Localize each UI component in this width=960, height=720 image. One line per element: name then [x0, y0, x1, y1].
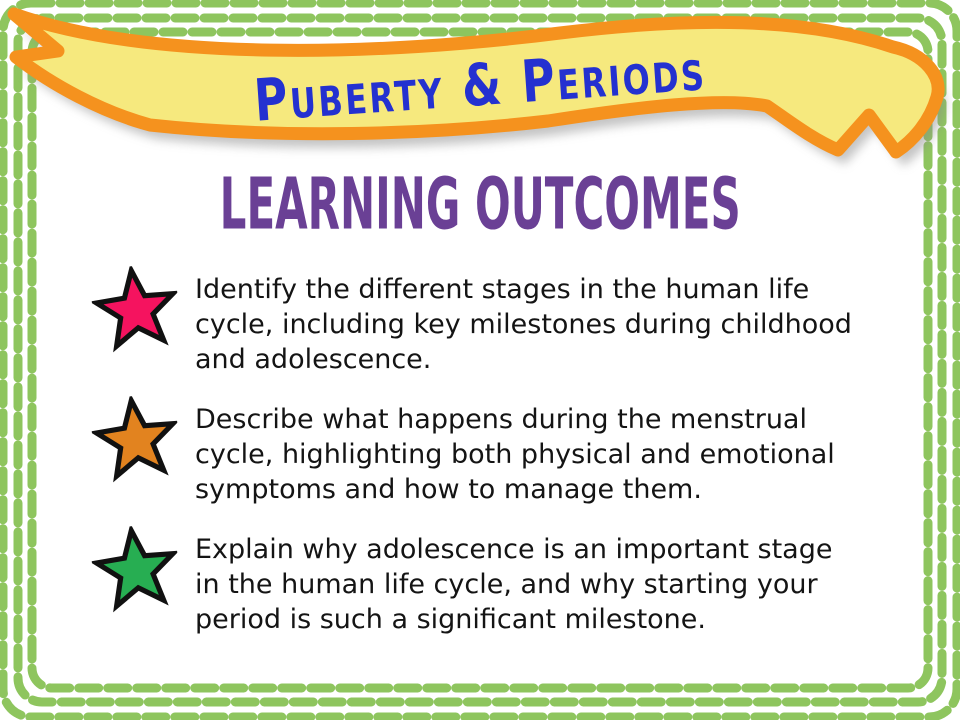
star-shape: [93, 396, 178, 478]
outcome-text-line: in the human life cycle, and why starting your: [195, 569, 818, 600]
banner-title: Puberty & Periods: [251, 35, 709, 135]
outcomes-list: [93, 272, 885, 662]
outcome-item: [93, 532, 885, 637]
outcome-item: [93, 272, 885, 377]
outcome-text-line: symptoms and how to manage them.: [195, 474, 702, 505]
outcome-text-line: Explain why adolescence is an important stage: [195, 534, 833, 565]
outcome-text-line: and adolescence.: [195, 344, 432, 375]
outcome-text: [195, 532, 885, 637]
star-icon: [88, 391, 184, 487]
outcome-text-line: period is such a significant milestone.: [195, 604, 706, 635]
banner-title-area: [0, 35, 960, 135]
star-icon: [88, 521, 184, 617]
outcome-text: [195, 402, 885, 507]
star-shape: [93, 266, 178, 348]
page-title: LEARNING OUTCOMES: [219, 162, 741, 246]
star-icon: [88, 261, 184, 357]
outcome-text: [195, 272, 885, 377]
outcome-text-line: cycle, highlighting both physical and emotional: [195, 439, 835, 470]
outcome-text-line: Identify the different stages in the human life: [195, 274, 810, 305]
heading-area: [0, 162, 960, 246]
outcome-text-line: cycle, including key milestones during childhood: [195, 309, 852, 340]
outcome-text-line: Describe what happens during the menstrual: [195, 404, 807, 435]
star-shape: [93, 526, 178, 608]
outcome-item: [93, 402, 885, 507]
